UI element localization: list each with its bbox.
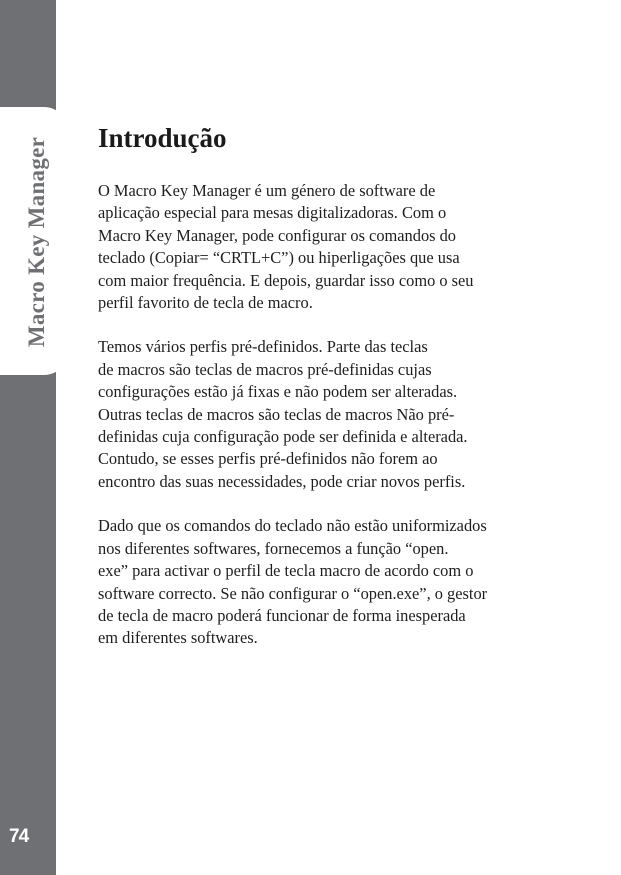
text-line: teclado (Copiar= “CRTL+C”) ou hiperligações que usa [98,248,460,268]
text-line: perfil favorito de tecla de macro. [98,293,313,313]
text-line: em diferentes softwares. [98,628,258,648]
text-line: O Macro Key Manager é um género de software de [98,181,436,200]
text-line: encontro das suas necessidades, pode criar novos perfis. [98,471,466,491]
text-line: Temos vários perfis pré-definidos. Parte das teclas [98,337,428,357]
sidebar-section-label: Macro Key Manager [24,136,49,348]
text-line: software correcto. Se não configurar o “open.exe”, o gestor [98,583,488,603]
text-line: aplicação especial para mesas digitalizadoras. Com o [98,203,447,223]
text-line: nos diferentes softwares, fornecemos a função “open. [98,538,449,558]
page-title: Introdução [98,123,227,153]
paragraph-open-exe [98,515,568,649]
text-line: Macro Key Manager, pode configurar os comandos do [98,225,457,245]
text-line: Contudo, se esses perfis pré-definidos não forem ao [98,449,438,469]
paragraph-profiles [98,336,568,493]
main-content [98,120,568,672]
text-line: de tecla de macro poderá funcionar de forma inesperada [98,605,466,625]
text-line: com maior frequência. E depois, guardar isso como o seu [98,270,474,290]
text-line: Dado que os comandos do teclado não estão uniformizados [98,516,487,536]
paragraph-intro [98,180,568,314]
text-line: exe” para activar o perfil de tecla macro de acordo com o [98,561,474,581]
text-line: configurações estão já fixas e não podem ser alteradas. [98,382,458,402]
text-line: Outras teclas de macros são teclas de macros Não pré- [98,404,455,424]
page-number: 74 [9,826,29,847]
text-line: definidas cuja configuração pode ser definida e alterada. [98,427,468,447]
text-line: de macros são teclas de macros pré-definidas cujas [98,359,432,379]
